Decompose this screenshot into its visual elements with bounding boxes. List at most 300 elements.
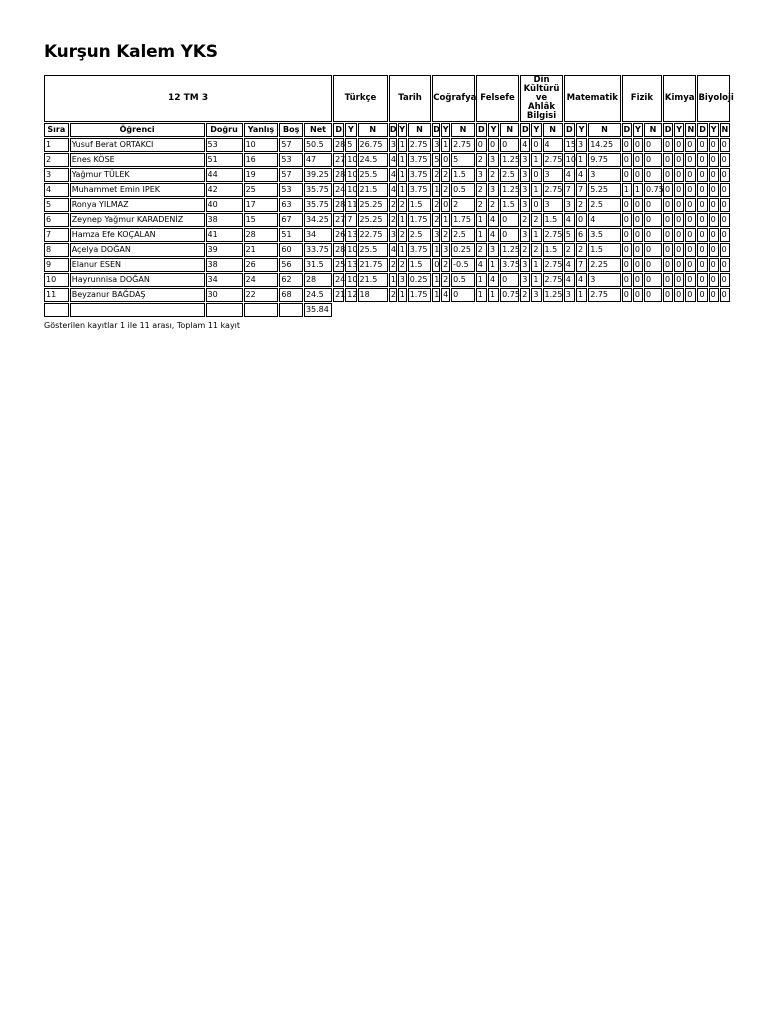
cell-subject-value: 25 [333,258,344,272]
subcolumn-header: N [588,123,621,137]
cell-subject-value: 0 [720,183,730,197]
cell-subject-value: 1.5 [588,243,621,257]
cell-subject-value: 3 [520,153,530,167]
subcolumn-header: N [500,123,519,137]
subject-header: Biyoloji [697,75,730,122]
table-row [44,153,730,167]
cell-subject-value: 3 [432,138,440,152]
column-header-bos: Boş [279,123,303,137]
cell-yanlis: 26 [244,258,279,272]
cell-subject-value: 0 [685,288,696,302]
cell-subject-value: 3 [389,228,397,242]
cell-subject-value: 2.75 [543,183,563,197]
cell-subject-value: 4 [441,288,450,302]
cell-subject-value: 3 [588,168,621,182]
cell-subject-value: 3 [432,228,440,242]
cell-subject-value: 1 [488,288,499,302]
cell-sira: 1 [44,138,69,152]
cell-subject-value: -0.5 [451,258,475,272]
cell-ogrenci: Muhammet Emin IPEK [70,183,205,197]
cell-subject-value: 1 [531,183,541,197]
cell-subject-value: 2.5 [408,228,432,242]
subcolumn-header: D [476,123,487,137]
cell-subject-value: 2 [476,198,487,212]
empty-cell [244,303,279,317]
cell-subject-value: 0 [663,288,673,302]
cell-subject-value: 0 [685,228,696,242]
cell-subject-value: 1 [389,273,397,287]
cell-subject-value: 2 [441,273,450,287]
cell-subject-value: 2.5 [451,228,475,242]
cell-subject-value: 0 [633,153,643,167]
cell-subject-value: 0 [720,273,730,287]
subject-header: Türkçe [333,75,388,122]
cell-subject-value: 2 [441,168,450,182]
cell-subject-value: 10 [564,153,575,167]
subcolumn-header: N [644,123,662,137]
cell-net: 50.5 [304,138,332,152]
cell-subject-value: 21 [333,288,344,302]
cell-subject-value: 0 [720,243,730,257]
cell-subject-value: 1 [398,153,407,167]
cell-subject-value: 0 [622,138,632,152]
cell-subject-value: 2 [398,258,407,272]
cell-yanlis: 25 [244,183,279,197]
cell-sira: 4 [44,183,69,197]
cell-ogrenci: Zeynep Yağmur KARADENİZ [70,213,205,227]
cell-subject-value: 0 [644,153,662,167]
cell-subject-value: 0 [441,198,450,212]
cell-bos: 57 [279,168,303,182]
cell-subject-value: 1 [488,258,499,272]
cell-sira: 8 [44,243,69,257]
cell-dogru: 51 [206,153,243,167]
cell-subject-value: 0 [674,168,684,182]
cell-dogru: 30 [206,288,243,302]
cell-subject-value: 2 [520,243,530,257]
cell-subject-value: 0 [697,228,707,242]
cell-subject-value: 1 [398,138,407,152]
cell-subject-value: 4 [588,213,621,227]
subcolumn-header: Y [709,123,719,137]
cell-subject-value: 1 [531,228,541,242]
cell-subject-value: 3.75 [408,168,432,182]
cell-subject-value: 4 [564,213,575,227]
cell-subject-value: 0.75 [500,288,519,302]
cell-subject-value: 0 [644,198,662,212]
cell-subject-value: 3.75 [408,243,432,257]
cell-subject-value: 2 [432,198,440,212]
cell-subject-value: 3 [520,228,530,242]
cell-subject-value: 0 [622,168,632,182]
cell-subject-value: 0 [500,138,519,152]
table-row [44,183,730,197]
subcolumn-header: Y [531,123,541,137]
cell-subject-value: 2.75 [543,258,563,272]
cell-subject-value: 3 [564,198,575,212]
group-title: 12 TM 3 [44,75,332,122]
cell-subject-value: 1 [531,273,541,287]
cell-subject-value: 3 [520,198,530,212]
table-row [44,138,730,152]
cell-subject-value: 1 [531,258,541,272]
cell-subject-value: 2 [488,198,499,212]
cell-subject-value: 0 [644,168,662,182]
cell-subject-value: 10 [345,183,356,197]
cell-subject-value: 0 [685,168,696,182]
cell-subject-value: 3.75 [408,153,432,167]
cell-subject-value: 1 [432,243,440,257]
cell-subject-value: 2 [432,213,440,227]
cell-subject-value: 1 [576,153,587,167]
cell-subject-value: 4 [389,243,397,257]
cell-subject-value: 0 [633,213,643,227]
cell-subject-value: 1.75 [451,213,475,227]
cell-subject-value: 1 [441,213,450,227]
cell-subject-value: 5.25 [588,183,621,197]
cell-sira: 10 [44,273,69,287]
cell-subject-value: 2.25 [588,258,621,272]
cell-subject-value: 2 [389,213,397,227]
cell-subject-value: 2 [389,198,397,212]
cell-subject-value: 9.75 [588,153,621,167]
cell-subject-value: 0 [685,138,696,152]
subject-header: Din Kültürü ve Ahlâk Bilgisi [520,75,562,122]
cell-subject-value: 3 [543,198,563,212]
average-net: 35.84 [304,303,332,317]
cell-subject-value: 2 [488,168,499,182]
cell-subject-value: 0 [720,288,730,302]
cell-subject-value: 0 [663,138,673,152]
cell-bos: 53 [279,153,303,167]
cell-net: 33.75 [304,243,332,257]
subcolumn-header: Y [674,123,684,137]
cell-subject-value: 0 [697,258,707,272]
cell-sira: 11 [44,288,69,302]
table-row [44,198,730,212]
cell-yanlis: 21 [244,243,279,257]
cell-subject-value: 1.5 [408,198,432,212]
cell-subject-value: 1 [441,138,450,152]
column-header-dogru: Doğru [206,123,243,137]
cell-subject-value: 3 [564,288,575,302]
cell-subject-value: 0 [622,273,632,287]
cell-subject-value: 7 [576,183,587,197]
cell-net: 34.25 [304,213,332,227]
cell-subject-value: 0 [720,213,730,227]
cell-bos: 63 [279,198,303,212]
cell-subject-value: 0 [441,153,450,167]
cell-subject-value: 0 [697,168,707,182]
cell-subject-value: 3 [389,138,397,152]
subcolumn-header: D [564,123,575,137]
cell-subject-value: 3.75 [408,183,432,197]
cell-net: 35.75 [304,183,332,197]
cell-subject-value: 0 [500,228,519,242]
cell-subject-value: 0 [576,213,587,227]
cell-dogru: 53 [206,138,243,152]
cell-subject-value: 11 [345,198,356,212]
cell-subject-value: 3 [520,168,530,182]
cell-subject-value: 0.25 [408,273,432,287]
subcolumn-header: D [432,123,440,137]
column-header-row [44,123,730,137]
cell-subject-value: 0 [531,138,541,152]
cell-ogrenci: Elanur ESEN [70,258,205,272]
empty-cell [279,303,303,317]
cell-subject-value: 3 [520,273,530,287]
cell-sira: 7 [44,228,69,242]
cell-subject-value: 0 [633,273,643,287]
subcolumn-header: Y [488,123,499,137]
cell-subject-value: 0 [674,288,684,302]
cell-dogru: 38 [206,258,243,272]
cell-subject-value: 13 [345,258,356,272]
cell-subject-value: 28 [333,138,344,152]
cell-subject-value: 0 [633,138,643,152]
cell-net: 35.75 [304,198,332,212]
cell-subject-value: 4 [564,258,575,272]
cell-sira: 6 [44,213,69,227]
cell-yanlis: 28 [244,228,279,242]
cell-subject-value: 0 [663,153,673,167]
cell-subject-value: 1.25 [543,288,563,302]
cell-subject-value: 2.5 [588,198,621,212]
cell-yanlis: 10 [244,138,279,152]
subcolumn-header: N [358,123,388,137]
cell-subject-value: 0 [709,243,719,257]
cell-subject-value: 4 [389,183,397,197]
cell-subject-value: 1 [398,183,407,197]
records-info: Gösterilen kayıtlar 1 ile 11 arası, Toplam 11 kayıt [44,321,241,330]
cell-subject-value: 27 [333,213,344,227]
subcolumn-header: N [451,123,475,137]
cell-subject-value: 24 [333,273,344,287]
cell-subject-value: 18 [358,288,388,302]
cell-ogrenci: Beyzanur BAĞDAŞ [70,288,205,302]
cell-subject-value: 4 [576,168,587,182]
cell-bos: 60 [279,243,303,257]
subcolumn-header: Y [576,123,587,137]
cell-subject-value: 4 [564,273,575,287]
cell-subject-value: 0 [663,258,673,272]
cell-subject-value: 2 [520,288,530,302]
cell-dogru: 34 [206,273,243,287]
cell-subject-value: 0 [674,183,684,197]
cell-yanlis: 22 [244,288,279,302]
cell-subject-value: 2.75 [588,288,621,302]
cell-subject-value: 1 [476,213,487,227]
page [44,40,734,332]
cell-yanlis: 16 [244,153,279,167]
cell-subject-value: 0 [709,213,719,227]
subject-header: Matematik [564,75,621,122]
cell-subject-value: 0 [663,243,673,257]
cell-subject-value: 0 [674,273,684,287]
average-row [44,303,730,317]
cell-subject-value: 0 [720,138,730,152]
cell-subject-value: 0 [633,258,643,272]
cell-subject-value: 3 [576,138,587,152]
cell-subject-value: 0 [622,243,632,257]
cell-subject-value: 21.5 [358,183,388,197]
cell-subject-value: 0 [500,273,519,287]
cell-dogru: 38 [206,213,243,227]
cell-subject-value: 2 [531,243,541,257]
cell-subject-value: 0 [674,258,684,272]
cell-subject-value: 1 [622,183,632,197]
cell-net: 47 [304,153,332,167]
cell-subject-value: 0 [644,273,662,287]
cell-net: 28 [304,273,332,287]
subcolumn-header: D [333,123,344,137]
cell-subject-value: 4 [389,153,397,167]
cell-subject-value: 1 [576,288,587,302]
cell-subject-value: 0.75 [644,183,662,197]
cell-dogru: 44 [206,168,243,182]
cell-dogru: 41 [206,228,243,242]
cell-subject-value: 0 [674,228,684,242]
cell-subject-value: 0 [663,168,673,182]
cell-subject-value: 0 [720,198,730,212]
cell-subject-value: 3 [476,168,487,182]
cell-ogrenci: Açelya DOĞAN [70,243,205,257]
cell-subject-value: 0 [622,258,632,272]
cell-subject-value: 1 [476,228,487,242]
cell-bos: 56 [279,258,303,272]
subject-header: Coğrafya [432,75,474,122]
cell-subject-value: 4 [488,228,499,242]
cell-subject-value: 2.75 [451,138,475,152]
cell-ogrenci: Hamza Efe KOÇALAN [70,228,205,242]
cell-subject-value: 2 [476,183,487,197]
cell-subject-value: 12 [345,288,356,302]
cell-subject-value: 0 [709,258,719,272]
column-header-ogrenci: Öğrenci [70,123,205,137]
cell-subject-value: 25.25 [358,213,388,227]
cell-subject-value: 1.5 [543,213,563,227]
cell-subject-value: 1.5 [451,168,475,182]
cell-subject-value: 0 [697,288,707,302]
subject-header: Tarih [389,75,431,122]
cell-subject-value: 4 [543,138,563,152]
cell-subject-value: 10 [345,273,356,287]
cell-subject-value: 0 [685,273,696,287]
cell-subject-value: 3 [488,153,499,167]
subcolumn-header: Y [441,123,450,137]
cell-subject-value: 7 [564,183,575,197]
cell-subject-value: 1.25 [500,153,519,167]
cell-subject-value: 7 [576,258,587,272]
cell-subject-value: 0 [709,168,719,182]
cell-subject-value: 0 [644,138,662,152]
cell-subject-value: 1.25 [500,243,519,257]
cell-subject-value: 2 [451,198,475,212]
cell-subject-value: 0 [720,228,730,242]
cell-subject-value: 0 [663,183,673,197]
cell-subject-value: 3 [488,183,499,197]
cell-dogru: 40 [206,198,243,212]
subcolumn-header: D [697,123,707,137]
cell-subject-value: 6 [576,228,587,242]
table-row [44,243,730,257]
cell-subject-value: 1 [398,288,407,302]
cell-subject-value: 0 [709,288,719,302]
cell-subject-value: 0 [709,153,719,167]
table-row [44,228,730,242]
cell-subject-value: 2 [389,258,397,272]
cell-subject-value: 1 [476,273,487,287]
cell-subject-value: 3 [520,183,530,197]
cell-subject-value: 0 [709,273,719,287]
cell-subject-value: 0 [622,213,632,227]
cell-subject-value: 1 [398,213,407,227]
cell-yanlis: 15 [244,213,279,227]
cell-subject-value: 0 [633,288,643,302]
cell-sira: 2 [44,153,69,167]
subcolumn-header: D [663,123,673,137]
cell-ogrenci: Enes KÖSE [70,153,205,167]
cell-subject-value: 3 [441,243,450,257]
cell-subject-value: 0.25 [451,243,475,257]
cell-subject-value: 2.5 [500,168,519,182]
cell-yanlis: 24 [244,273,279,287]
subcolumn-header: Y [345,123,356,137]
cell-subject-value: 0 [644,228,662,242]
cell-subject-value: 4 [488,213,499,227]
cell-ogrenci: Yusuf Berat ORTAKCI [70,138,205,152]
cell-subject-value: 0 [633,168,643,182]
cell-subject-value: 24 [333,183,344,197]
cell-subject-value: 1 [432,183,440,197]
subcolumn-header: N [408,123,432,137]
cell-subject-value: 28 [333,168,344,182]
cell-ogrenci: Yağmur TÜLEK [70,168,205,182]
cell-bos: 67 [279,213,303,227]
cell-subject-value: 1.5 [408,258,432,272]
cell-subject-value: 0 [531,198,541,212]
cell-subject-value: 0 [432,258,440,272]
cell-subject-value: 3 [543,168,563,182]
table-row [44,168,730,182]
cell-subject-value: 2.75 [543,153,563,167]
cell-subject-value: 1.5 [543,243,563,257]
cell-subject-value: 13 [345,228,356,242]
page-title: Kurşun Kalem YKS [44,42,218,62]
cell-subject-value: 0 [500,213,519,227]
cell-subject-value: 0 [709,228,719,242]
table-row [44,288,730,302]
cell-subject-value: 0 [531,168,541,182]
cell-subject-value: 2 [398,228,407,242]
table-row [44,273,730,287]
cell-subject-value: 10 [345,168,356,182]
cell-subject-value: 2 [476,153,487,167]
cell-subject-value: 0 [644,288,662,302]
cell-subject-value: 2 [520,213,530,227]
empty-cell [70,303,205,317]
empty-cell [206,303,243,317]
cell-subject-value: 2.75 [543,228,563,242]
cell-subject-value: 25.25 [358,198,388,212]
cell-dogru: 39 [206,243,243,257]
cell-dogru: 42 [206,183,243,197]
column-header-net: Net [304,123,332,137]
cell-subject-value: 0 [644,213,662,227]
subcolumn-header: N [720,123,730,137]
cell-subject-value: 0 [663,213,673,227]
cell-subject-value: 0 [633,198,643,212]
